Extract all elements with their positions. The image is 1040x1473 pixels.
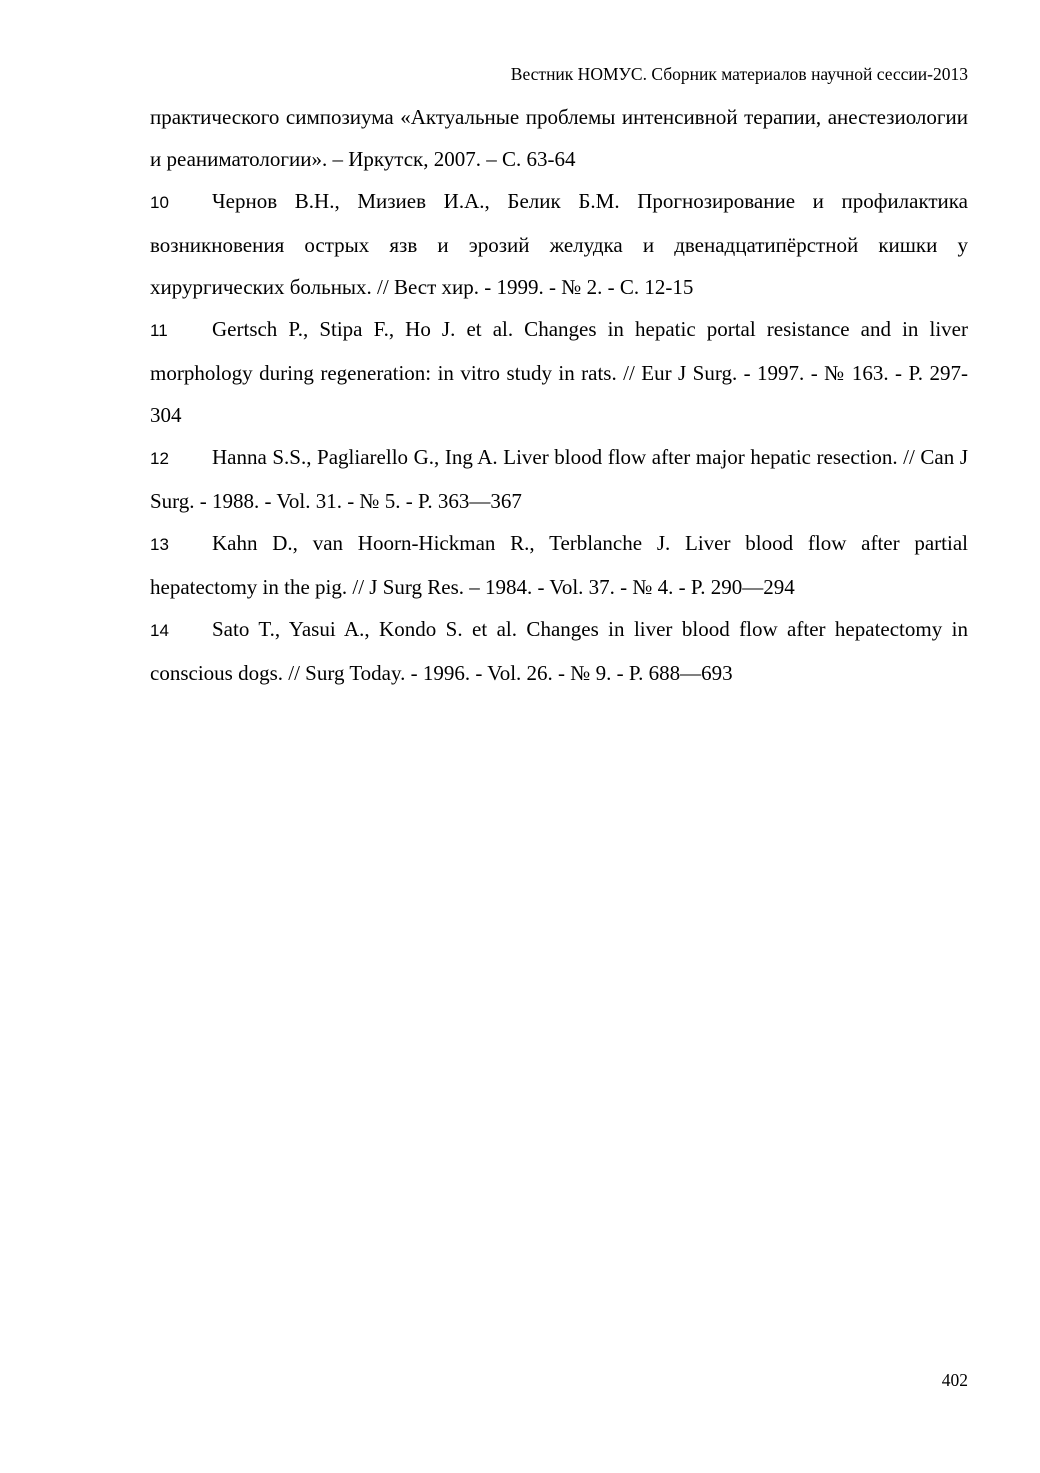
reference-text: Sato T., Yasui A., Kondo S. et al. Changes in liver blood flow after hepatectomy in conscious dogs. // Surg Today. - 1996. - Vol. 26. - № 9. - P. 688—693 [150,617,968,685]
continued-reference: практического симпозиума «Актуальные проблемы интенсивной терапии, анестезиологии и реаниматологии». – Иркутск, 2007. – С. 63-64 [150,105,968,171]
reference-item [150,522,968,608]
reference-item [150,436,968,522]
reference-number: 12 [150,449,169,468]
reference-number: 10 [150,193,169,212]
reference-text: Gertsch P., Stipa F., Ho J. et al. Changes in hepatic portal resistance and in liver morphology during regeneration: in vitro study in rats. // Eur J Surg. - 1997. - № 163. - P. 297-304 [150,317,968,427]
reference-text: Hanna S.S., Pagliarello G., Ing A. Liver blood flow after major hepatic resection. // Can J Surg. - 1988. - Vol. 31. - № 5. - P. 363—367 [150,445,968,513]
reference-number: 13 [150,535,169,554]
reference-number: 11 [150,321,168,340]
reference-text: Чернов В.Н., Мизиев И.А., Белик Б.М. Прогнозирование и профилактика возникновения острых язв и эрозий желудка и двенадцатипёрстной кишки у хирургических больных. // Вест хир. - 1999. - № 2. - С. 12-15 [150,189,968,299]
reference-number: 14 [150,621,169,640]
running-header: Вестник НОМУС. Сборник материалов научной сессии-2013 [510,64,968,84]
reference-list [150,96,968,694]
reference-item [150,608,968,694]
reference-item [150,308,968,436]
reference-text: Kahn D., van Hoorn-Hickman R., Terblanche J. Liver blood flow after partial hepatectomy in the pig. // J Surg Res. – 1984. - Vol. 37. - № 4. - P. 290—294 [150,531,968,599]
reference-item [150,180,968,308]
page-number: 402 [941,1370,968,1390]
